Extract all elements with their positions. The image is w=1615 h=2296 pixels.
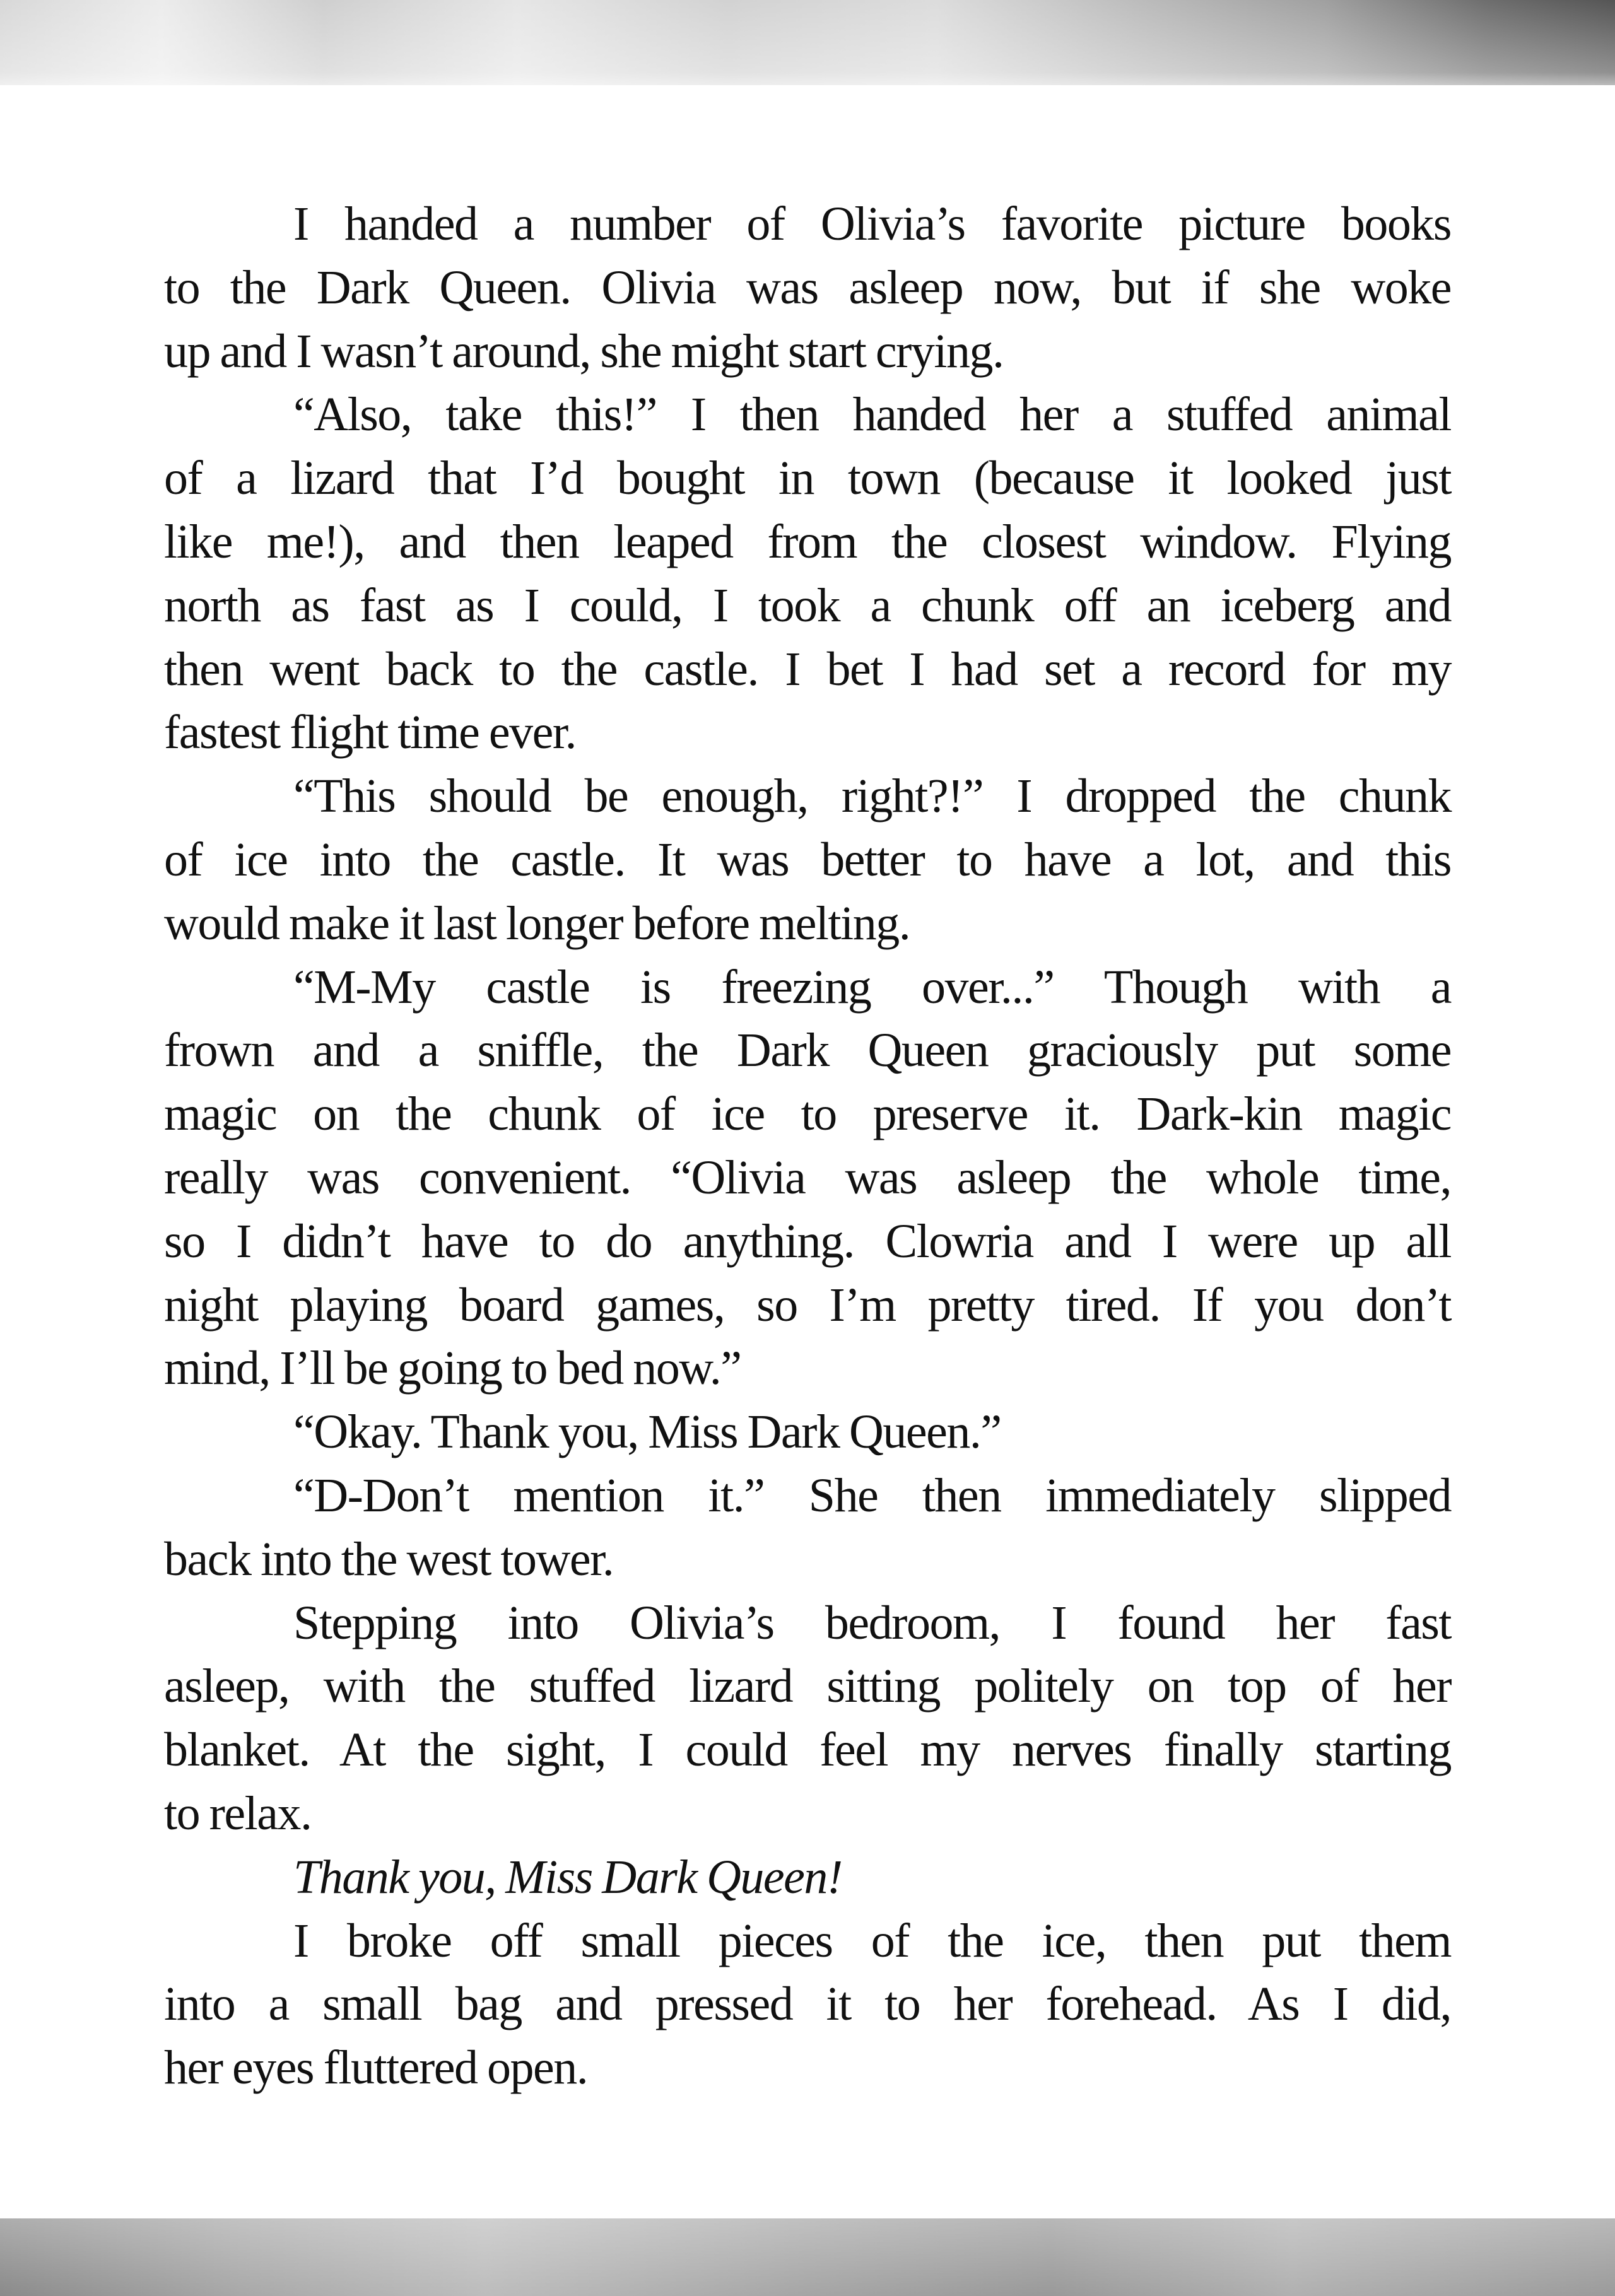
text-line: frown and a sniffle, the Dark Queen graciously put some — [164, 1024, 1451, 1077]
text-line: then went back to the castle. I bet I had set a record for my — [164, 642, 1451, 696]
text-line: like me!), and then leaped from the closest window. Flying — [164, 515, 1451, 568]
text-line: asleep, with the stuffed lizard sitting politely on top of her — [164, 1660, 1451, 1713]
text-line: of a lizard that I’d bought in town (because it looked just — [164, 452, 1451, 505]
text-line: of ice into the castle. It was better to have a lot, and this — [164, 833, 1451, 886]
text-line: blanket. At the sight, I could feel my nerves finally starting — [164, 1723, 1451, 1777]
text-line: to relax. — [164, 1786, 312, 1840]
text-line: “M-My castle is freezing over...” Though with a — [293, 960, 1451, 1014]
paragraph — [164, 383, 1451, 764]
paragraph — [164, 956, 1451, 1401]
text-line: mind, I’ll be going to bed now.” — [164, 1342, 741, 1395]
paragraph — [164, 1400, 1451, 1464]
text-line: “Okay. Thank you, Miss Dark Queen.” — [293, 1405, 1001, 1459]
paragraph — [164, 1464, 1451, 1591]
text-line: would make it last longer before melting. — [164, 896, 910, 950]
text-line: into a small bag and pressed it to her forehead. As I did, — [164, 1977, 1451, 2031]
top-decorative-banner — [0, 0, 1615, 85]
page-body-text — [164, 192, 1451, 2100]
text-line: to the Dark Queen. Olivia was asleep now, but if she woke — [164, 261, 1451, 314]
text-line: I broke off small pieces of the ice, then put them — [293, 1914, 1451, 1967]
paragraph — [164, 1591, 1451, 1846]
paragraph — [164, 1846, 1451, 1909]
text-line: fastest flight time ever. — [164, 706, 576, 759]
text-line: north as fast as I could, I took a chunk off an iceberg and — [164, 578, 1451, 632]
text-line: “This should be enough, right?!” I dropped the chunk — [293, 770, 1451, 823]
bottom-decorative-banner — [0, 2218, 1615, 2296]
paragraph — [164, 1909, 1451, 2100]
text-line: so I didn’t have to do anything. Clowria and I were up all — [164, 1214, 1451, 1268]
text-line: really was convenient. “Olivia was asleep the whole time, — [164, 1151, 1451, 1204]
text-line: “D-Don’t mention it.” She then immediately slipped — [293, 1468, 1451, 1522]
text-line: night playing board games, so I’m pretty tired. If you don’t — [164, 1278, 1451, 1332]
paragraph — [164, 192, 1451, 383]
text-line: “Also, take this!” I then handed her a stuffed animal — [293, 388, 1451, 442]
text-line: Stepping into Olivia’s bedroom, I found her fast — [293, 1596, 1451, 1649]
text-line: her eyes fluttered open. — [164, 2041, 588, 2095]
text-line: magic on the chunk of ice to preserve it. Dark-kin magic — [164, 1087, 1451, 1141]
text-line: up and I wasn’t around, she might start crying. — [164, 324, 1004, 378]
text-line: back into the west tower. — [164, 1532, 614, 1586]
text-line: Thank you, Miss Dark Queen! — [293, 1850, 842, 1904]
paragraph — [164, 764, 1451, 955]
text-line: I handed a number of Olivia’s favorite picture books — [293, 197, 1451, 250]
